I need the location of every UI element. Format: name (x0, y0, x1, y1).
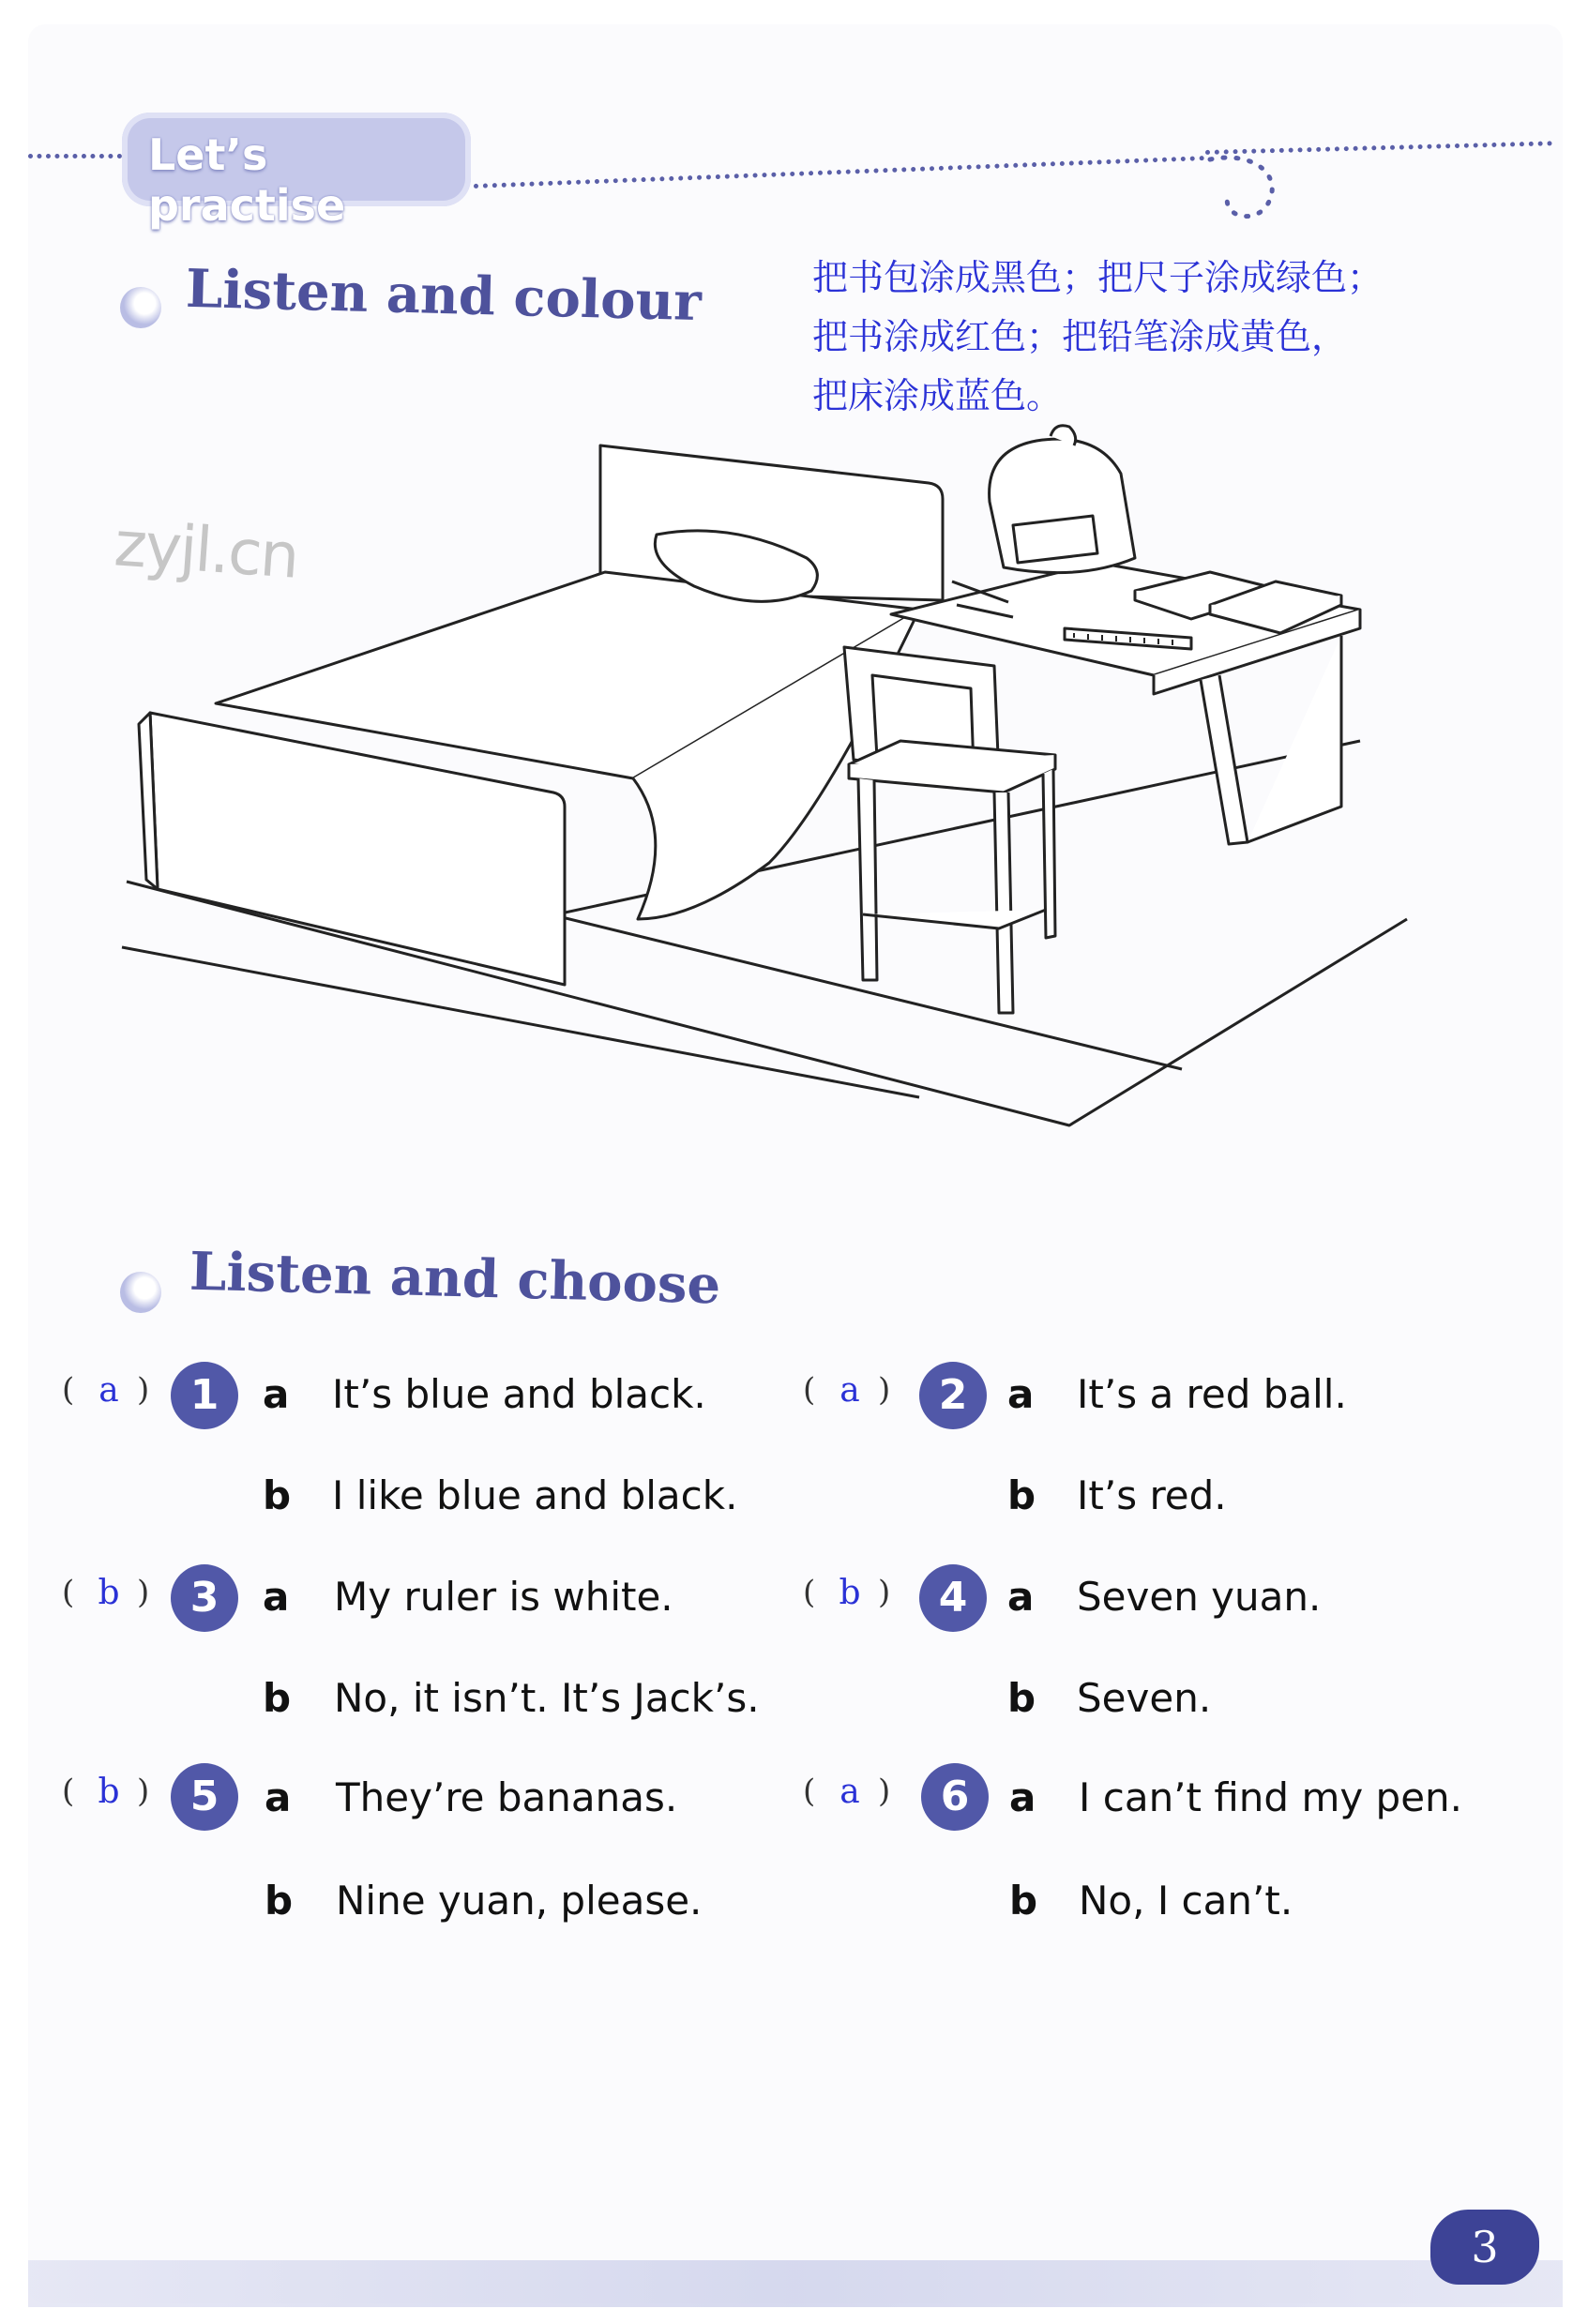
paren-close: ) (878, 1574, 891, 1611)
question-5 (58, 1763, 771, 1834)
question-number-badge: 2 (919, 1362, 987, 1429)
answer-field[interactable]: b (98, 1773, 120, 1811)
paren-close: ) (137, 1773, 150, 1810)
paren-open: ( (803, 1371, 816, 1409)
option-letter-b: b (263, 1675, 292, 1721)
paren-close: ) (878, 1371, 891, 1409)
question-number-badge: 4 (919, 1564, 987, 1632)
option-b-text: Seven. (1077, 1675, 1212, 1721)
question-4-b (799, 1666, 1512, 1737)
header-pill (122, 113, 471, 231)
instruction-line: 把床涂成蓝色。 (812, 375, 1063, 416)
option-letter-a: a (265, 1774, 292, 1820)
question-2-b (799, 1463, 1512, 1534)
option-letter-b: b (1009, 1878, 1038, 1924)
paren-open: ( (803, 1773, 816, 1810)
header-dots-swirl (1201, 141, 1323, 244)
bottom-band (28, 2260, 1563, 2307)
header-label: Let’s practise (148, 129, 346, 231)
option-letter-a: a (263, 1371, 290, 1417)
paren-close: ) (878, 1773, 891, 1810)
question-1-b (58, 1463, 771, 1534)
question-number-badge: 1 (171, 1362, 238, 1429)
option-a-text: Seven yuan. (1077, 1574, 1322, 1620)
bedroom-illustration (113, 394, 1426, 1144)
question-6-b (799, 1868, 1512, 1939)
option-letter-b: b (265, 1878, 294, 1924)
option-letter-b: b (1007, 1675, 1036, 1721)
header-dots-left (28, 154, 122, 158)
section-title-colour: Listen and colour (185, 257, 703, 334)
paren-open: ( (62, 1371, 75, 1409)
option-letter-b: b (1007, 1472, 1036, 1518)
question-4 (799, 1564, 1512, 1636)
answer-field[interactable]: a (839, 1371, 860, 1410)
option-b-text: It’s red. (1077, 1472, 1227, 1518)
instruction-line: 把书包涂成黑色；把尺子涂成绿色； (812, 257, 1384, 298)
option-a-text: It’s blue and black. (332, 1371, 706, 1417)
moon-icon (120, 287, 161, 328)
question-6 (799, 1763, 1512, 1834)
option-letter-a: a (1007, 1574, 1035, 1620)
answer-field[interactable]: a (839, 1773, 860, 1811)
question-number-badge: 5 (171, 1763, 238, 1831)
question-number-badge: 3 (171, 1564, 238, 1632)
paren-open: ( (803, 1574, 816, 1611)
option-letter-a: a (263, 1574, 290, 1620)
question-1 (58, 1362, 771, 1433)
paren-close: ) (137, 1371, 150, 1409)
answer-field[interactable]: a (98, 1371, 119, 1410)
option-a-text: It’s a red ball. (1077, 1371, 1347, 1417)
question-5-b (58, 1868, 771, 1939)
option-b-text: Nine yuan, please. (336, 1878, 703, 1924)
moon-icon (120, 1272, 161, 1313)
option-a-text: I can’t find my pen. (1079, 1774, 1463, 1820)
instruction-line: 把书涂成红色；把铅笔涂成黄色， (812, 316, 1348, 357)
paren-open: ( (62, 1773, 75, 1810)
question-3 (58, 1564, 771, 1636)
answer-field[interactable]: b (98, 1574, 120, 1612)
paren-close: ) (137, 1574, 150, 1611)
option-a-text: They’re bananas. (336, 1774, 678, 1820)
option-b-text: No, it isn’t. It’s Jack’s. (334, 1675, 760, 1721)
page-number: 3 (1430, 2210, 1539, 2285)
paren-open: ( (62, 1574, 75, 1611)
option-letter-a: a (1009, 1774, 1036, 1820)
answer-field[interactable]: b (839, 1574, 861, 1612)
option-b-text: No, I can’t. (1079, 1878, 1293, 1924)
question-number-badge: 6 (921, 1763, 989, 1831)
watermark: zyjl.cn (112, 507, 300, 593)
question-3-b (58, 1666, 771, 1737)
option-letter-a: a (1007, 1371, 1035, 1417)
question-2 (799, 1362, 1512, 1433)
option-a-text: My ruler is white. (334, 1574, 673, 1620)
section-title-choose: Listen and choose (189, 1240, 721, 1317)
option-letter-b: b (263, 1472, 292, 1518)
option-b-text: I like blue and black. (332, 1472, 738, 1518)
